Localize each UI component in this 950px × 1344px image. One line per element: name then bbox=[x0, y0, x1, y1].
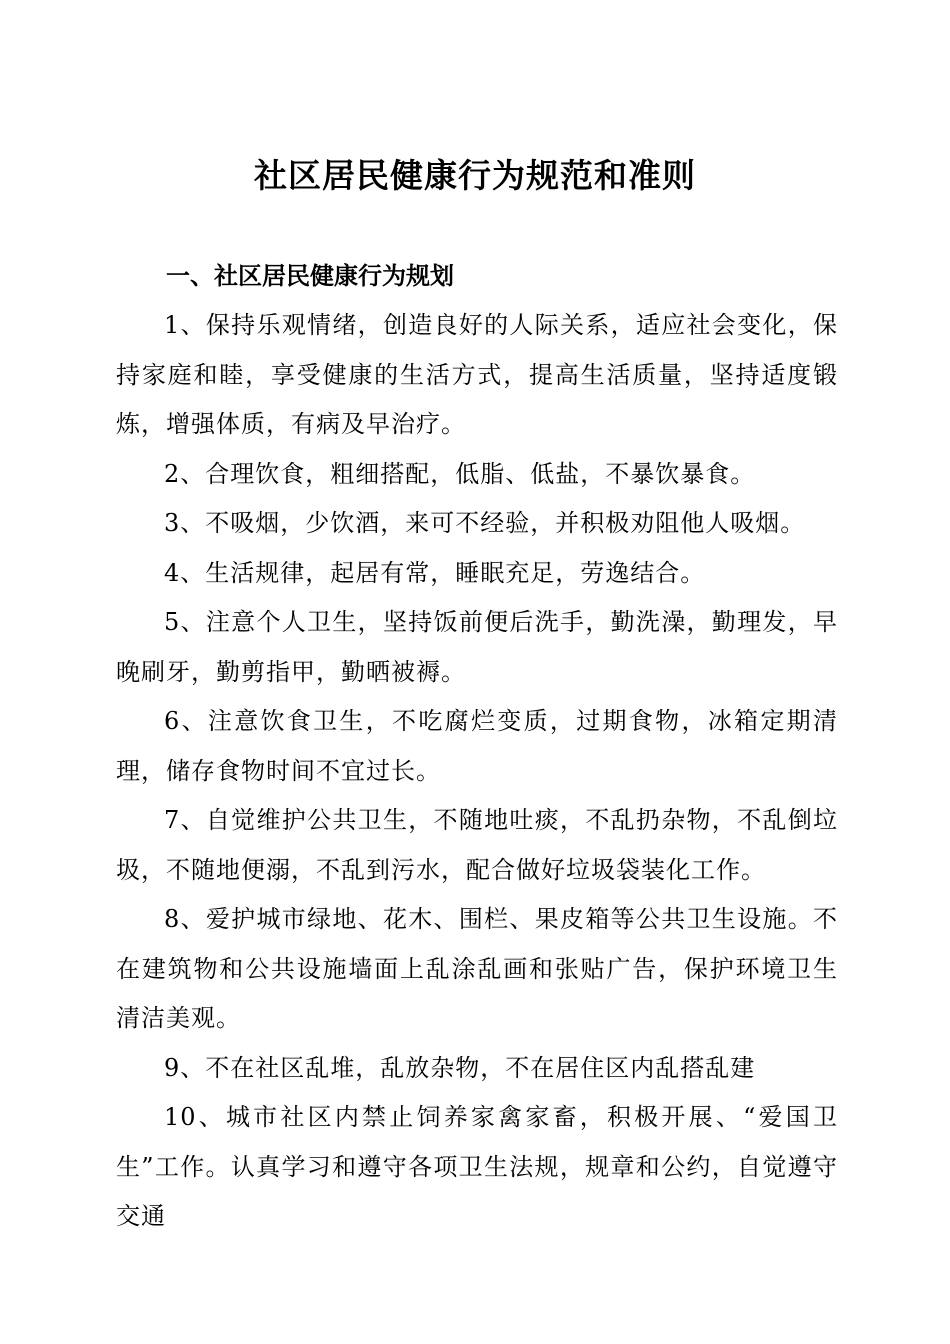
list-item-5: 5、注意个人卫生，坚持饭前便后洗手，勤洗澡，勤理发，早晚刷牙，勤剪指甲，勤晒被褥。 bbox=[116, 608, 838, 686]
document-body bbox=[116, 252, 838, 1242]
list-item-4: 4、生活规律，起居有常，睡眠充足，劳逸结合。 bbox=[164, 558, 706, 587]
list-item-9: 9、不在社区乱堆，乱放杂物，不在居住区内乱搭乱建 bbox=[164, 1053, 756, 1082]
section-heading: 一、社区居民健康行为规划 bbox=[166, 262, 454, 290]
list-item-3: 3、不吸烟，少饮酒，来可不经验，并积极劝阻他人吸烟。 bbox=[164, 509, 806, 537]
list-item-6: 6、注意饮食卫生，不吃腐烂变质，过期食物，冰箱定期清理，储存食物时间不宜过长。 bbox=[116, 707, 838, 785]
list-item-8: 8、爱护城市绿地、花木、围栏、果皮箱等公共卫生设施。不在建筑物和公共设施墙面上乱涂乱画和张贴广告，保护环境卫生清洁美观。 bbox=[116, 905, 838, 1032]
document-title: 社区居民健康行为规范和准则 bbox=[254, 156, 696, 195]
list-item-10: 10、城市社区内禁止饲养家禽家畜，积极开展、“爱国卫生”工作。认真学习和遵守各项卫生法规，规章和公约，自觉遵守交通 bbox=[116, 1103, 838, 1230]
list-item-2: 2、合理饮食，粗细搭配，低脂、低盐，不暴饮暴食。 bbox=[164, 459, 756, 488]
list-item-7: 7、自觉维护公共卫生，不随地吐痰，不乱扔杂物，不乱倒垃圾，不随地便溺，不乱到污水，配合做好垃圾袋装化工作。 bbox=[116, 806, 838, 884]
list-item-1: 1、保持乐观情绪，创造良好的人际关系，适应社会变化，保持家庭和睦，享受健康的生活方式，提高生活质量，坚持适度锻炼，增强体质，有病及早治疗。 bbox=[116, 311, 838, 438]
